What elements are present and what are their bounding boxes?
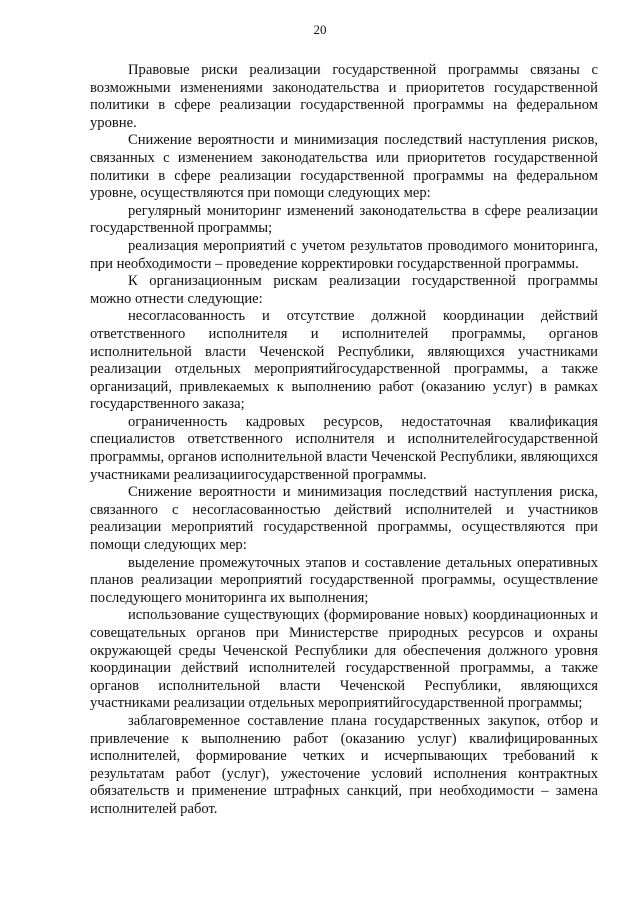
document-body (90, 62, 598, 819)
paragraph-organizational-risk-mitigation: Снижение вероятности и минимизация последствий наступления риска, связанного с несогласованностью действий исполнителей и участников реализации мероприятий государственной программы, осуществляются при помощи следующих мер: (90, 484, 598, 554)
paragraph-measure-procurement: заблаговременное составление плана государственных закупок, отбор и привлечение к выполнению работ (оказанию услуг) квалифицированных исполнителей, формирование четких и исчерпывающих требований к результатам работ (услуг), ужесточение условий исполнения контрактных обязательств и применение штрафных санкций, при необходимости – замена исполнителей работ. (90, 712, 598, 817)
paragraph-legal-risk-mitigation: Снижение вероятности и минимизация последствий наступления рисков, связанных с изменением законодательства или приоритетов государственной политики в сфере реализации государственной программы на федеральном уровне, осуществляются при помощи следующих мер: (90, 132, 598, 202)
paragraph-organizational-risks: К организационным рискам реализации государственной программы можно отнести следующие: (90, 273, 598, 307)
paragraph-measure-monitoring: регулярный мониторинг изменений законодательства в сфере реализации государственной программы; (90, 202, 598, 237)
paragraph-measure-implementation: реализация мероприятий с учетом результатов проводимого мониторинга, при необходимости – проведение корректировки государственной программы. (90, 237, 598, 272)
paragraph-risk-inconsistency: несогласованность и отсутствие должной координации действий ответственного исполнителя и исполнителей программы, органов исполнительной власти Чеченской Республики, являющихся участниками реализации отдельных мероприятийгосударственной программы, а также организаций, привлекаемых к выполнению работ (оказанию услуг) в рамках государственного заказа; (90, 308, 598, 413)
paragraph-measure-coordination-bodies: использование существующих (формирование новых) координационных и совещательных органов при Министерстве природных ресурсов и охраны окружающей среды Чеченской Республики для обеспечения должного уровня координации действий исполнителей государственной программы, а также органов исполнительной власти Чеченской Республики, являющихся участниками реализации отдельных мероприятийгосударственной программы; (90, 607, 598, 712)
page-number: 20 (313, 22, 327, 37)
paragraph-risk-staff: ограниченность кадровых ресурсов, недостаточная квалификация специалистов ответственного исполнителя и исполнителейгосударственной программы, органов исполнительной власти Чеченской Республики, являющихся участниками реализациигосударственной программы. (90, 413, 598, 483)
paragraph-legal-risks: Правовые риски реализации государственной программы связаны с возможными изменениями законодательства и приоритетов государственной политики в сфере реализации государственной программы на федеральном уровне. (90, 62, 598, 131)
paragraph-measure-stages: выделение промежуточных этапов и составление детальных оперативных планов реализации мероприятий государственной программы, осуществление последующего мониторинга их выполнения; (90, 554, 598, 606)
